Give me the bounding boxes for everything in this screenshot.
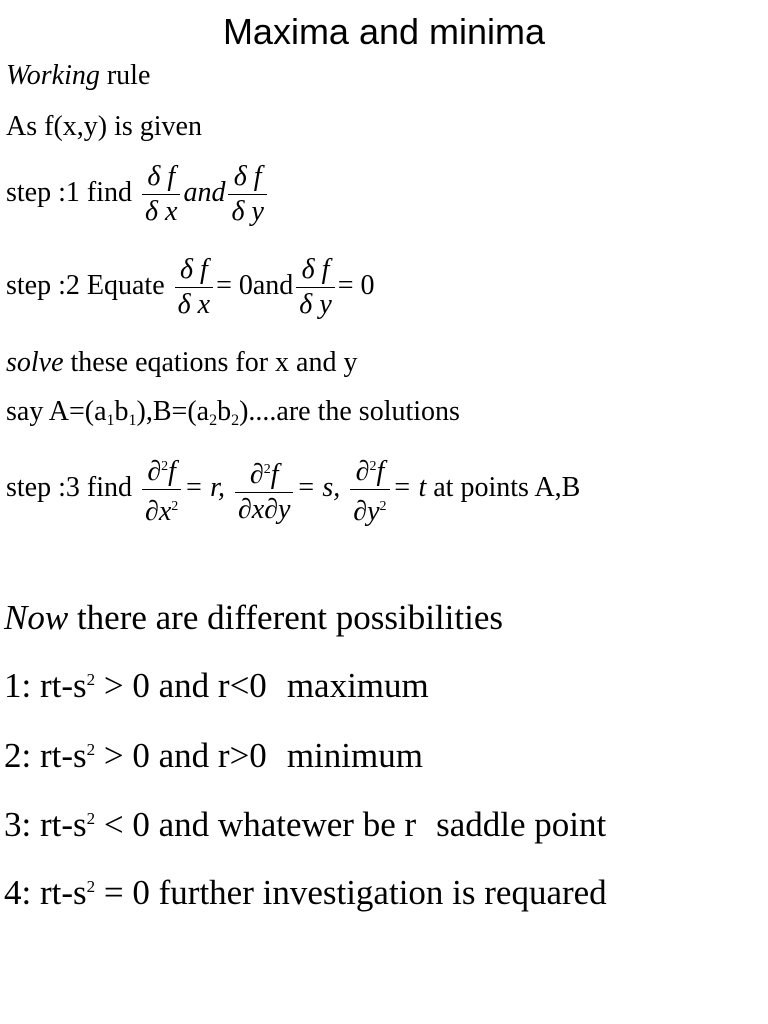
- step1-line: [6, 160, 270, 229]
- step3-fraction-r: [142, 450, 181, 529]
- case-3-condition: < 0 and whatewer be r: [95, 805, 417, 844]
- case-4-sup: 2: [86, 877, 96, 896]
- step3-denominator-t: [350, 490, 389, 529]
- step2-eq0and: = 0and: [216, 269, 294, 301]
- step3-line: [6, 450, 580, 529]
- step2-numerator-x: δ f: [175, 253, 213, 288]
- step1-denominator-y: δ y: [231, 196, 264, 227]
- step3-label: step :3 find: [6, 471, 132, 503]
- eq-t: = t: [392, 471, 427, 503]
- say-part-4: b: [217, 396, 232, 427]
- partial-symbol: ∂: [147, 456, 162, 487]
- eq-s: = s,: [296, 471, 341, 503]
- partial-x: ∂x: [145, 496, 172, 527]
- exponent: 2: [161, 459, 169, 474]
- step3-denominator-s: ∂x∂y: [237, 493, 291, 525]
- function-symbol: f: [270, 458, 279, 490]
- step1-numerator-x: δ f: [142, 160, 180, 195]
- case-2-pre: 2: rt-s: [4, 736, 87, 775]
- function-symbol: f: [376, 456, 385, 487]
- solve-line: [6, 347, 357, 379]
- solutions-line: [6, 396, 460, 430]
- case-2-sup: 2: [86, 740, 96, 759]
- step2-label: step :2 Equate: [6, 269, 165, 301]
- step3-numerator-r: [142, 450, 181, 490]
- case-2-result: minimum: [286, 736, 423, 775]
- say-sub-3: 2: [209, 412, 218, 429]
- solve-rest: these eqations for x and y: [63, 347, 358, 378]
- case-4-pre: 4: rt-s: [4, 873, 87, 912]
- exponent: 2: [379, 499, 387, 514]
- say-part-5: )....are the solutions: [239, 396, 460, 427]
- case-3-result: saddle point: [436, 805, 607, 844]
- case-1-sup: 2: [86, 670, 96, 689]
- partial-symbol: ∂: [249, 458, 264, 490]
- step2-fraction-x: [175, 253, 213, 322]
- exponent: 2: [171, 499, 179, 514]
- step1-fraction-y: [228, 160, 266, 229]
- say-sub-1: 1: [106, 412, 115, 429]
- now-word: Now: [4, 598, 69, 637]
- page-title: Maxima and minima: [222, 11, 546, 52]
- case-3-pre: 3: rt-s: [4, 805, 87, 844]
- case-1-pre: 1: rt-s: [4, 666, 87, 705]
- now-rest: there are different possibilities: [68, 598, 503, 637]
- step2-numerator-y: δ f: [296, 253, 334, 288]
- rule-word: rule: [99, 60, 151, 91]
- solve-word: solve: [6, 347, 64, 378]
- case-2-condition: > 0 and r>0: [95, 736, 267, 775]
- case-2: [4, 736, 423, 776]
- case-3-sup: 2: [86, 809, 96, 828]
- case-3: [4, 805, 606, 845]
- step2-line: [6, 253, 375, 322]
- exponent: 2: [369, 459, 377, 474]
- say-sub-2: 1: [128, 412, 137, 429]
- partial-y: ∂y: [353, 496, 380, 527]
- step3-numerator-s: [235, 453, 294, 493]
- exponent: 2: [263, 461, 271, 477]
- step1-fraction-x: [142, 160, 180, 229]
- say-sub-4: 2: [231, 412, 240, 429]
- step2-denominator-y: δ y: [299, 289, 332, 320]
- case-1-condition: > 0 and r<0: [95, 666, 267, 705]
- partial-symbol: ∂: [355, 456, 370, 487]
- say-part-2: b: [114, 396, 129, 427]
- say-part-3: ),B=(a: [136, 396, 210, 427]
- step3-denominator-r: [142, 490, 181, 529]
- step3-fraction-s: [235, 453, 294, 527]
- now-line: [4, 598, 503, 638]
- eq-r: = r,: [184, 471, 225, 503]
- working-word: Working: [6, 60, 100, 91]
- say-part-1: say A=(a: [6, 396, 107, 427]
- function-symbol: f: [168, 456, 176, 487]
- step3-tail: at points A,B: [433, 471, 581, 503]
- given-line: As f(x,y) is given: [6, 111, 202, 142]
- step2-denominator-x: δ x: [177, 289, 211, 320]
- step1-numerator-y: δ f: [228, 160, 266, 195]
- step3-numerator-t: [350, 450, 389, 490]
- case-4-condition: = 0 further investigation is requared: [95, 873, 607, 912]
- step1-and: and: [183, 176, 226, 208]
- step2-fraction-y: [296, 253, 334, 322]
- step1-denominator-x: δ x: [145, 196, 178, 227]
- working-rule-line: [6, 60, 150, 92]
- case-1: [4, 666, 429, 706]
- step3-fraction-t: [350, 450, 389, 529]
- case-4: [4, 873, 607, 913]
- step2-eq0: = 0: [337, 269, 375, 301]
- step1-label: step :1 find: [6, 176, 132, 208]
- case-1-result: maximum: [286, 666, 429, 705]
